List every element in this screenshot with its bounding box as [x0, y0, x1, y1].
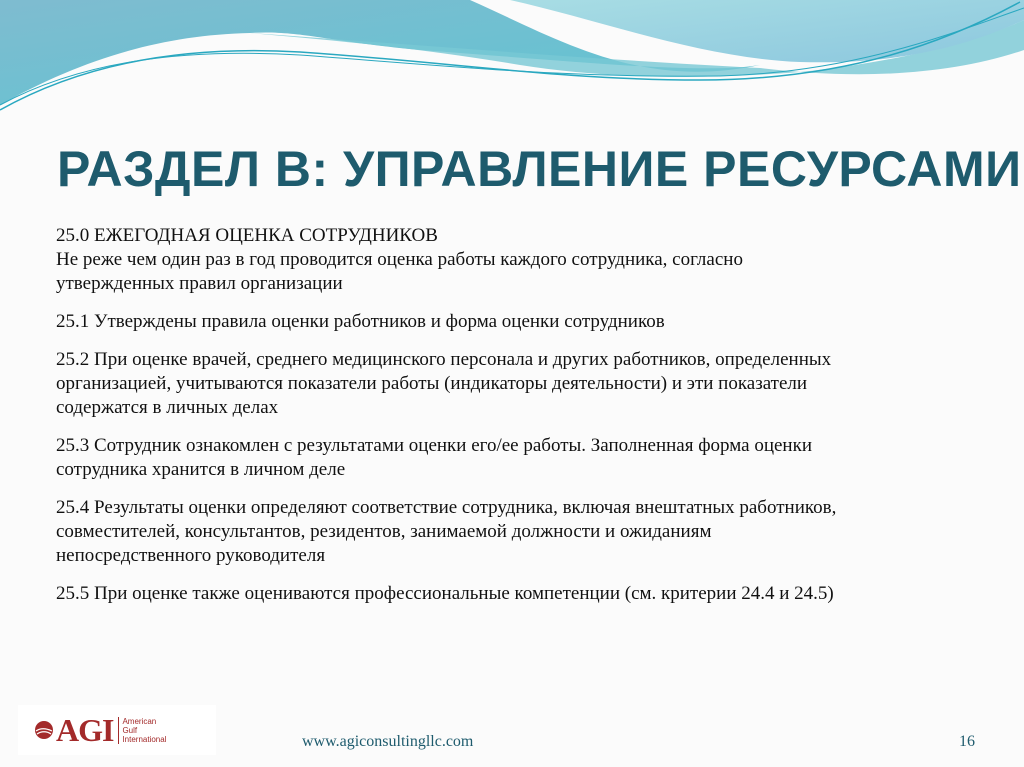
footer-url-link[interactable]: www.agiconsultingllc.com	[302, 733, 474, 750]
slide-title: РАЗДЕЛ В: УПРАВЛЕНИЕ РЕСУРСАМИ	[57, 141, 1022, 197]
logo-subtitle	[118, 717, 166, 744]
paragraph-25-2	[56, 348, 986, 420]
header-wave-decoration	[0, 0, 1024, 130]
agi-logo	[18, 705, 216, 755]
paragraph-25-0	[56, 224, 986, 296]
text-line: 25.1 Утверждены правила оценки работников и форма оценки сотрудников	[56, 311, 665, 332]
text-line: сотрудника хранится в личном деле	[56, 459, 346, 480]
paragraph-25-5	[56, 582, 986, 606]
text-line: 25.0 ЕЖЕГОДНАЯ ОЦЕНКА СОТРУДНИКОВ	[56, 225, 438, 246]
paragraph-25-3	[56, 434, 986, 482]
text-line: 25.5 При оценке также оцениваются профессиональные компетенции (см. критерии 24.4 и 24.5)	[56, 583, 834, 604]
page-number: 16	[959, 733, 975, 750]
logo-sub-line: Gulf	[122, 725, 138, 735]
text-line: организацией, учитываются показатели работы (индикаторы деятельности) и эти показатели	[56, 373, 808, 394]
paragraph-25-4	[56, 496, 986, 568]
text-line: совместителей, консультантов, резидентов, занимаемой должности и ожиданиям	[56, 521, 712, 542]
slide-body	[56, 224, 986, 620]
logo-globe-icon	[34, 720, 54, 740]
text-line: 25.4 Результаты оценки определяют соответствие сотрудника, включая внештатных работников,	[56, 497, 837, 518]
text-line: Не реже чем один раз в год проводится оценка работы каждого сотрудника, согласно	[56, 249, 743, 270]
text-line: 25.2 При оценке врачей, среднего медицинского персонала и других работников, определенных	[56, 349, 832, 370]
text-line: содержатся в личных делах	[56, 397, 279, 418]
paragraph-25-1	[56, 310, 986, 334]
logo-sub-line: International	[122, 734, 167, 744]
logo-sub-line: American	[122, 716, 157, 726]
text-line: 25.3 Сотрудник ознакомлен с результатами оценки его/ее работы. Заполненная форма оценки	[56, 435, 813, 456]
text-line: утвержденных правил организации	[56, 273, 343, 294]
logo-text: AGI	[56, 711, 114, 748]
text-line: непосредственного руководителя	[56, 545, 326, 566]
